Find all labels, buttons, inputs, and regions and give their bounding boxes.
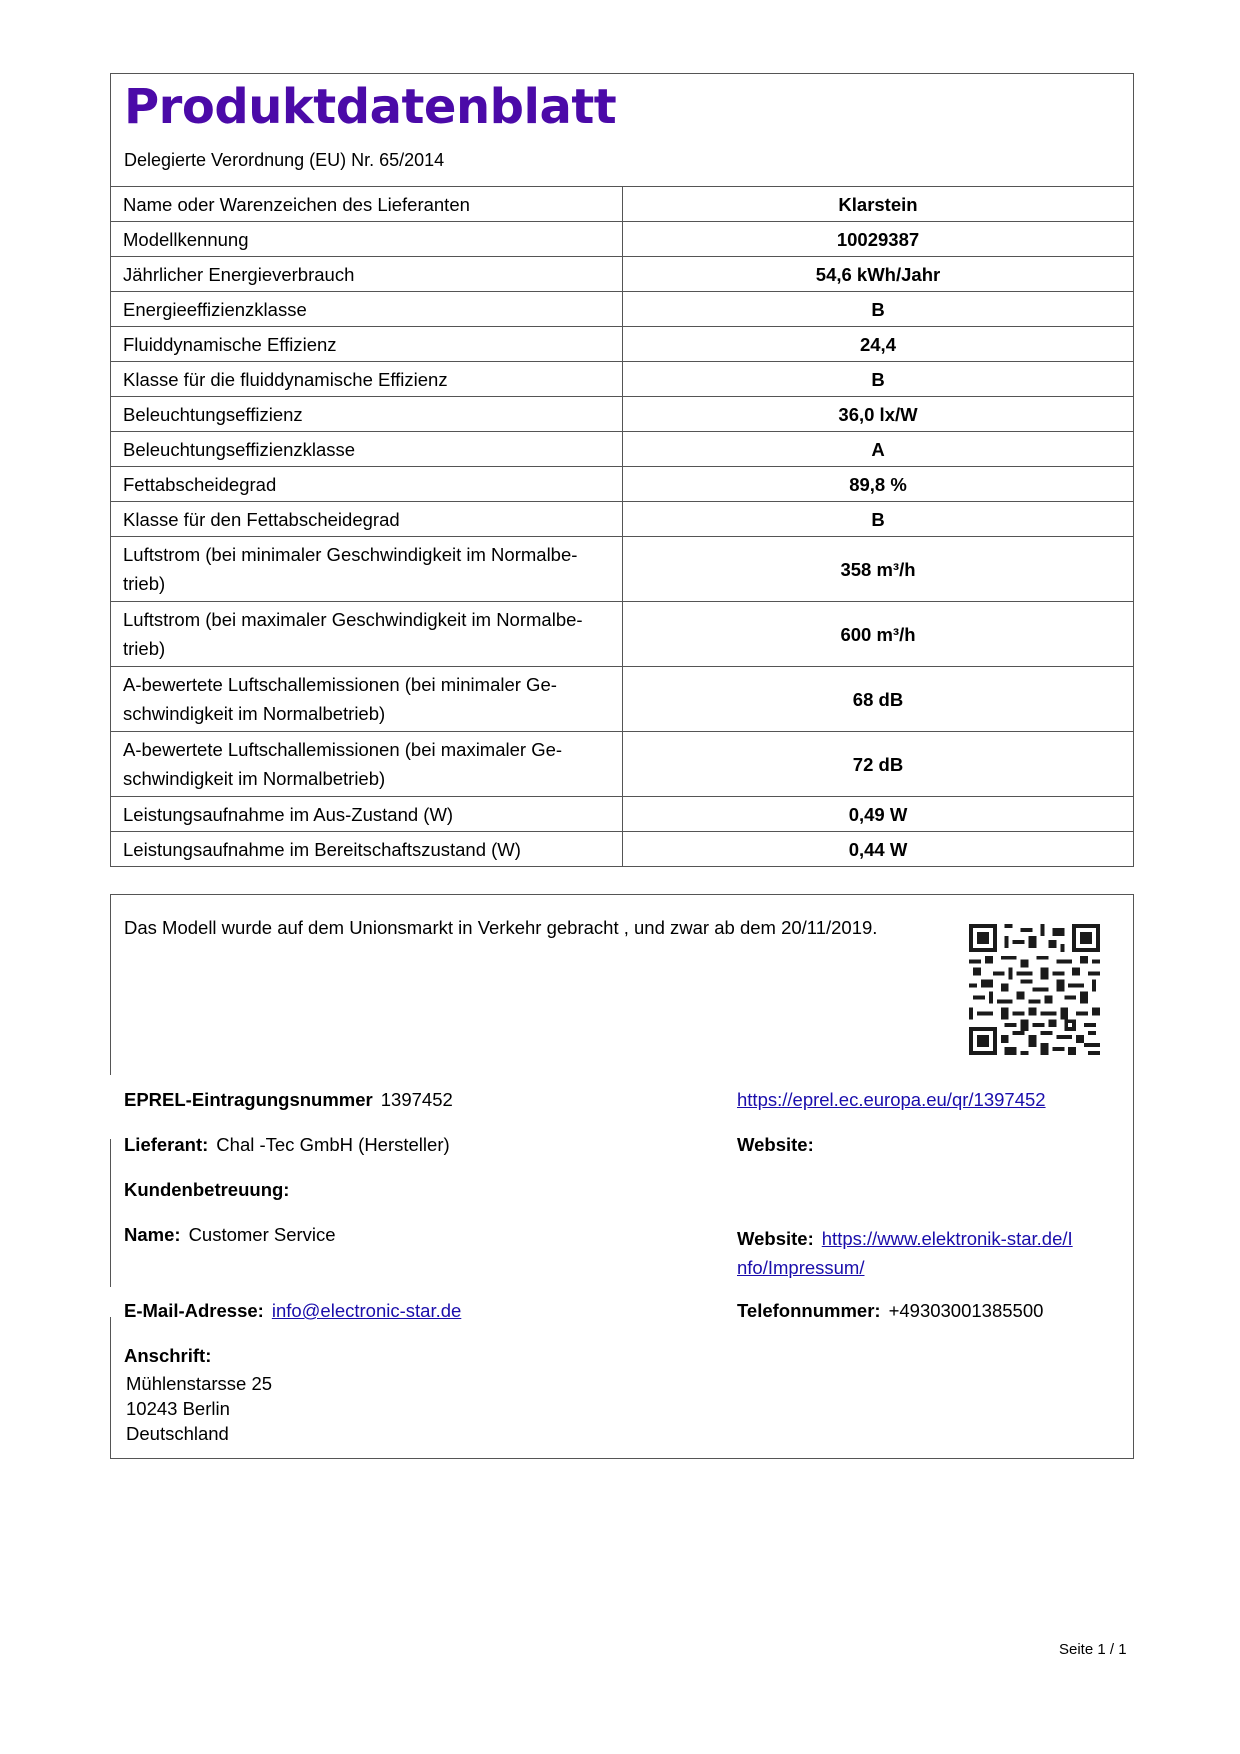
spec-value: 0,44 W xyxy=(623,832,1134,867)
phone-row xyxy=(737,1300,1043,1322)
spec-value: 24,4 xyxy=(623,327,1134,362)
table-row xyxy=(111,732,1133,797)
qr-code-icon[interactable] xyxy=(969,924,1100,1055)
page-title: Produktdatenblatt xyxy=(124,79,617,135)
table-row xyxy=(111,327,1133,362)
table-row xyxy=(111,257,1133,292)
spec-value: B xyxy=(623,362,1134,397)
address-country: Deutschland xyxy=(126,1423,229,1444)
eprel-number: 1397452 xyxy=(380,1089,453,1110)
table-row xyxy=(111,467,1133,502)
table-row xyxy=(111,222,1133,257)
spec-label xyxy=(111,602,623,667)
spec-label: Fluiddynamische Effizienz xyxy=(111,327,623,362)
spec-label xyxy=(111,667,623,732)
spec-label: Klasse für den Fettabscheidegrad xyxy=(111,502,623,537)
name-row xyxy=(124,1224,336,1246)
eprel-label: EPREL-Eintragungsnummer xyxy=(124,1089,373,1110)
spec-label-line: Luftstrom (bei maximaler Geschwindigkeit im Normalbe- xyxy=(123,609,583,630)
supplier-row xyxy=(124,1134,450,1156)
spec-label: Beleuchtungseffizienz xyxy=(111,397,623,432)
address-block xyxy=(126,1371,272,1446)
spec-label: Klasse für die fluiddynamische Effizienz xyxy=(111,362,623,397)
website-label: Website: xyxy=(737,1134,814,1155)
table-row xyxy=(111,797,1133,832)
spec-label: Modellkennung xyxy=(111,222,623,257)
page-number: Seite 1 / 1 xyxy=(1059,1641,1127,1658)
table-row xyxy=(111,537,1133,602)
cs-website-link-line[interactable]: https://www.elektronik-star.de/I xyxy=(821,1228,1073,1249)
email-row xyxy=(124,1300,461,1322)
table-row xyxy=(111,432,1133,467)
regulation-subtitle: Delegierte Verordnung (EU) Nr. 65/2014 xyxy=(124,150,445,170)
phone-label: Telefonnummer: xyxy=(737,1300,881,1321)
spec-label xyxy=(111,537,623,602)
spec-label-line: schwindigkeit im Normalbetrieb) xyxy=(123,703,386,724)
name-label: Name: xyxy=(124,1224,181,1245)
customer-service-label: Kundenbetreuung: xyxy=(124,1179,290,1200)
supplier-value: Chal -Tec GmbH (Hersteller) xyxy=(216,1134,450,1155)
spec-value: B xyxy=(623,292,1134,327)
spec-label-line: A-bewertete Luftschallemissionen (bei minimaler Ge- xyxy=(123,674,557,695)
address-street: Mühlenstarsse 25 xyxy=(126,1373,273,1394)
email-link[interactable]: info@electronic-star.de xyxy=(271,1300,462,1321)
spec-value: 36,0 lx/W xyxy=(623,397,1134,432)
eprel-row xyxy=(124,1089,453,1111)
email-label: E-Mail-Adresse: xyxy=(124,1300,264,1321)
table-row xyxy=(111,292,1133,327)
table-row xyxy=(111,187,1133,222)
eprel-link[interactable]: https://eprel.ec.europa.eu/qr/1397452 xyxy=(737,1089,1046,1110)
table-row xyxy=(111,667,1133,732)
specs-table xyxy=(111,187,1133,866)
spec-value: 89,8 % xyxy=(623,467,1134,502)
name-value: Customer Service xyxy=(188,1224,336,1245)
border-gap xyxy=(110,1075,111,1139)
table-row xyxy=(111,502,1133,537)
table-row xyxy=(111,362,1133,397)
spec-label: Jährlicher Energieverbrauch xyxy=(111,257,623,292)
spec-label: Energieeffizienzklasse xyxy=(111,292,623,327)
spec-value: 10029387 xyxy=(623,222,1134,257)
spec-value: 358 m³/h xyxy=(623,537,1134,602)
spec-label-line: A-bewertete Luftschallemissionen (bei maximaler Ge- xyxy=(123,739,563,760)
table-row xyxy=(111,397,1133,432)
table-row xyxy=(111,832,1133,867)
spec-value: Klarstein xyxy=(838,193,918,215)
spec-label: Leistungsaufnahme im Bereitschaftszustand (W) xyxy=(111,832,623,867)
spec-label xyxy=(111,732,623,797)
spec-value: 68 dB xyxy=(623,667,1134,732)
spec-value: B xyxy=(623,502,1134,537)
spec-label: Name oder Warenzeichen des Lieferanten xyxy=(111,187,623,222)
address-label: Anschrift: xyxy=(124,1345,212,1366)
address-city: 10243 Berlin xyxy=(126,1398,230,1419)
spec-value: 600 m³/h xyxy=(623,602,1134,667)
border-gap xyxy=(110,1287,111,1317)
market-date-text: Das Modell wurde auf dem Unionsmarkt in Verkehr gebracht , und zwar ab dem 20/11/2019. xyxy=(124,917,878,938)
supplier-info-box xyxy=(110,894,1134,1459)
phone-value: +49303001385500 xyxy=(888,1300,1044,1321)
spec-label: Leistungsaufnahme im Aus-Zustand (W) xyxy=(111,797,623,832)
spec-value: A xyxy=(623,432,1134,467)
spec-label-line: schwindigkeit im Normalbetrieb) xyxy=(123,768,386,789)
cs-website-link-line[interactable]: nfo/Impressum/ xyxy=(737,1257,865,1278)
product-data-sheet xyxy=(110,73,1134,867)
spec-label: Beleuchtungseffizienzklasse xyxy=(111,432,623,467)
spec-label-line: Luftstrom (bei minimaler Geschwindigkeit im Normalbe- xyxy=(123,544,578,565)
cs-website-label: Website: xyxy=(737,1228,814,1249)
table-row xyxy=(111,602,1133,667)
spec-value: 0,49 W xyxy=(623,797,1134,832)
spec-label-line: trieb) xyxy=(123,573,166,594)
spec-value: 54,6 kWh/Jahr xyxy=(623,257,1134,292)
spec-value: 72 dB xyxy=(623,732,1134,797)
spec-label-line: trieb) xyxy=(123,638,166,659)
spec-label: Fettabscheidegrad xyxy=(111,467,623,502)
title-block xyxy=(111,74,1133,187)
cs-website-row xyxy=(737,1224,1073,1282)
supplier-label: Lieferant: xyxy=(124,1134,209,1155)
